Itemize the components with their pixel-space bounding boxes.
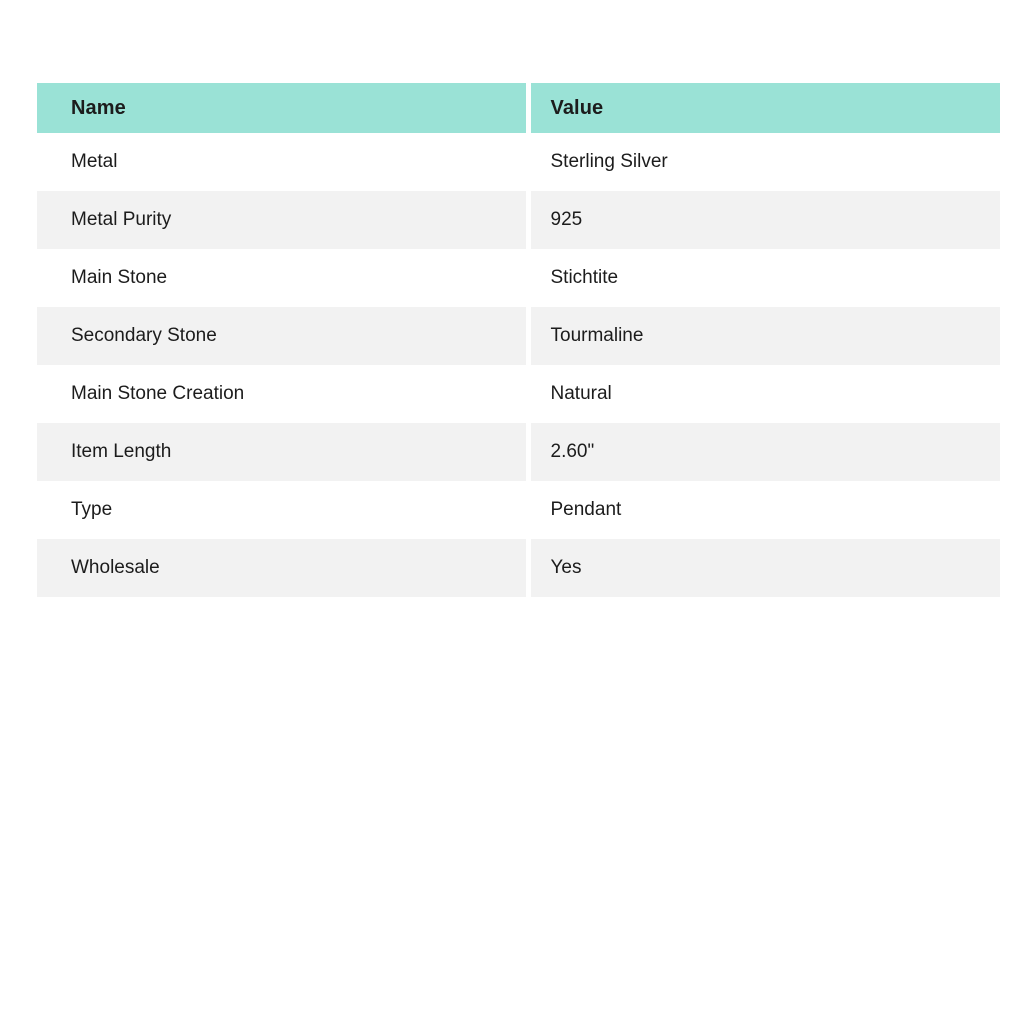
spec-name-cell: Type [37,481,528,539]
table-header [37,83,1000,133]
table-row [37,481,1000,539]
column-header-name: Name [37,83,528,133]
spec-value-cell: Yes [528,539,1000,597]
spec-value-cell: Stichtite [550,267,619,288]
spec-value-cell: 2.60" [528,423,1000,481]
spec-name-cell: Item Length [37,423,528,481]
spec-name-cell: Wholesale [37,539,528,597]
spec-name-cell: Metal Purity [37,191,528,249]
table-row [37,191,1000,249]
spec-name-cell: Main Stone [37,249,528,307]
spec-value-cell: Sterling Silver [550,151,668,172]
table-row [37,307,1000,365]
product-specs-table [37,83,1000,597]
table-row [37,423,1000,481]
spec-value-cell: Pendant [550,499,622,520]
spec-name-cell: Main Stone Creation [37,365,528,423]
spec-name-cell: Metal [37,133,528,191]
table-row [37,249,1000,307]
column-header-value: Value [528,83,1000,133]
table-row [37,133,1000,191]
spec-value-cell: 925 [528,191,1000,249]
table-row [37,539,1000,597]
spec-value-cell: Tourmaline [528,307,1000,365]
spec-value-cell: Natural [550,383,612,404]
spec-name-cell: Secondary Stone [37,307,528,365]
table-row [37,365,1000,423]
table-header-row [37,83,1000,133]
table-body [37,133,1000,597]
